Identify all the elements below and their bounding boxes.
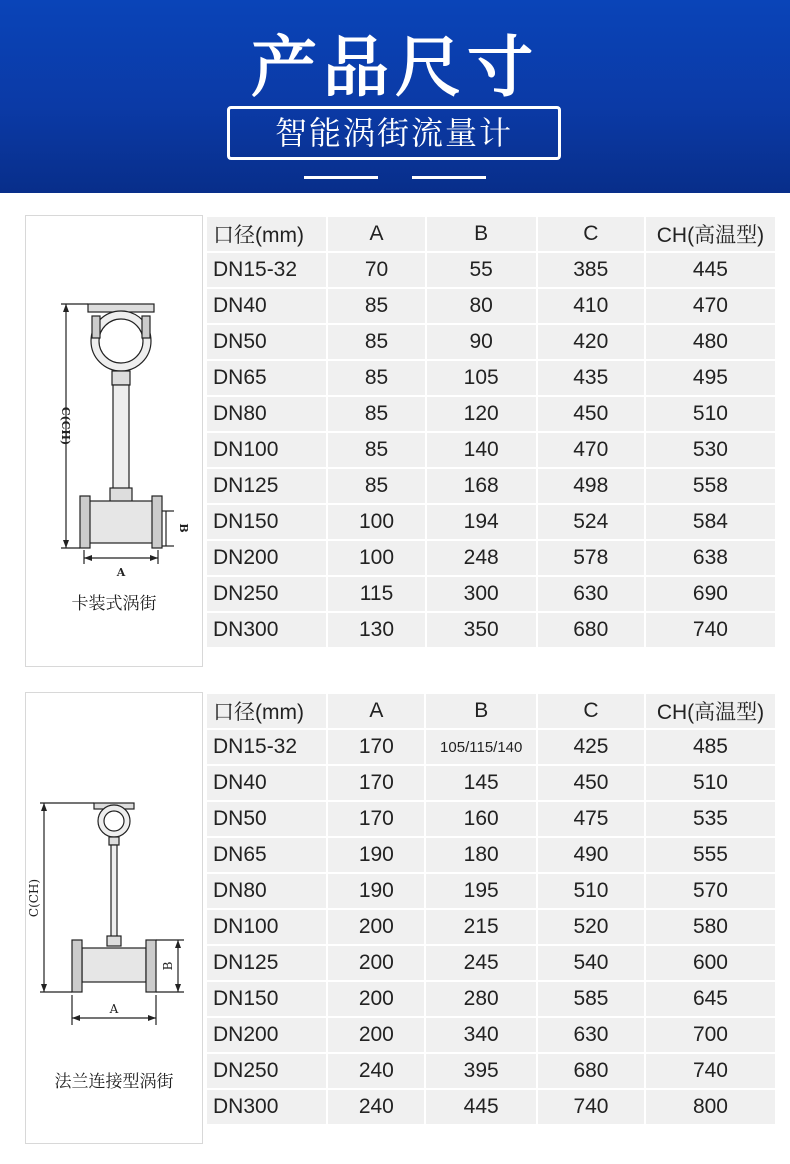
table-cell: 700 <box>646 1018 775 1052</box>
table-cell: DN300 <box>207 613 326 647</box>
table-cell: DN250 <box>207 577 326 611</box>
table-cell: 200 <box>328 910 424 944</box>
table-cell: 80 <box>427 289 536 323</box>
table-cell: 385 <box>538 253 644 287</box>
page-title: 产品尺寸 <box>251 29 539 106</box>
table-cell: 85 <box>328 325 424 359</box>
table-cell: 485 <box>646 730 775 764</box>
table-cell: 520 <box>538 910 644 944</box>
table-header-row <box>207 694 775 728</box>
table-cell: 100 <box>328 541 424 575</box>
table-cell: 450 <box>538 766 644 800</box>
table-row <box>207 577 775 611</box>
table-cell: 215 <box>426 910 536 944</box>
table-cell: 558 <box>646 469 775 503</box>
table-cell: DN15-32 <box>207 730 326 764</box>
table-cell: 240 <box>328 1054 424 1088</box>
table-cell: 800 <box>646 1090 775 1124</box>
table-cell: 495 <box>646 361 775 395</box>
table-cell: 475 <box>538 802 644 836</box>
table-row <box>207 766 775 800</box>
header-divider-left <box>304 176 378 179</box>
table-row <box>207 982 775 1016</box>
flange-dimension-c-label: C(CH) <box>27 878 41 918</box>
table-cell: 740 <box>646 1054 775 1088</box>
header-cell: A <box>328 694 424 728</box>
table-cell: 535 <box>646 802 775 836</box>
table-cell: DN40 <box>207 289 326 323</box>
table-cell: DN250 <box>207 1054 326 1088</box>
table-cell: 100 <box>328 505 424 539</box>
table-row <box>207 541 775 575</box>
clamp-meter-drawing <box>26 216 202 616</box>
table-row <box>207 1054 775 1088</box>
header-cell: 口径(mm) <box>207 217 326 251</box>
table-cell: 85 <box>328 361 424 395</box>
table-row <box>207 946 775 980</box>
table-cell: 245 <box>426 946 536 980</box>
table-cell: 195 <box>426 874 536 908</box>
table-cell: DN65 <box>207 361 326 395</box>
table-cell: 740 <box>538 1090 644 1124</box>
table-cell: DN150 <box>207 982 326 1016</box>
flange-dimension-a-label: A <box>109 1002 119 1016</box>
table-cell: 690 <box>646 577 775 611</box>
table-cell: 680 <box>538 613 644 647</box>
table-cell: 630 <box>538 577 644 611</box>
table-cell: 435 <box>538 361 644 395</box>
table-cell: 580 <box>646 910 775 944</box>
table-row <box>207 730 775 764</box>
table-cell: DN65 <box>207 838 326 872</box>
table-row <box>207 361 775 395</box>
table-row <box>207 838 775 872</box>
table-row <box>207 325 775 359</box>
table-row <box>207 910 775 944</box>
table-cell: 130 <box>328 613 424 647</box>
header-banner <box>0 0 790 193</box>
table-cell: 450 <box>538 397 644 431</box>
header-cell: B <box>427 217 536 251</box>
table-cell: 420 <box>538 325 644 359</box>
table-cell: 510 <box>646 766 775 800</box>
table-row <box>207 505 775 539</box>
table-cell: 540 <box>538 946 644 980</box>
table-cell: 85 <box>328 289 424 323</box>
table-cell: 105 <box>427 361 536 395</box>
header-cell: CH(高温型) <box>646 694 775 728</box>
table-cell: 90 <box>427 325 536 359</box>
table-cell: 300 <box>427 577 536 611</box>
table-cell: 425 <box>538 730 644 764</box>
clamp-dimensions-table <box>205 215 777 649</box>
clamp-dimension-c-label: C(CH) <box>59 406 72 446</box>
clamp-dimension-a-label: A <box>116 566 126 579</box>
table-cell: 105/115/140 <box>426 730 536 764</box>
header-cell: C <box>538 694 644 728</box>
table-cell: 578 <box>538 541 644 575</box>
table-cell: 190 <box>328 838 424 872</box>
header-divider-right <box>412 176 486 179</box>
table-cell: 248 <box>427 541 536 575</box>
clamp-type-caption: 卡装式涡街 <box>71 594 157 614</box>
table-cell: DN125 <box>207 946 326 980</box>
clamp-dimension-b-label: B <box>177 523 190 533</box>
table-cell: 470 <box>538 433 644 467</box>
table-cell: 630 <box>538 1018 644 1052</box>
flange-dimension-b-label: B <box>161 961 175 971</box>
table-cell: 115 <box>328 577 424 611</box>
table-cell: DN200 <box>207 1018 326 1052</box>
flange-meter-drawing <box>26 693 202 1053</box>
table-cell: DN50 <box>207 325 326 359</box>
table-cell: 570 <box>646 874 775 908</box>
header-cell: C <box>538 217 644 251</box>
table-cell: 470 <box>646 289 775 323</box>
table-cell: 140 <box>427 433 536 467</box>
table-cell: 490 <box>538 838 644 872</box>
table-cell: 445 <box>426 1090 536 1124</box>
table-cell: 190 <box>328 874 424 908</box>
table-cell: 120 <box>427 397 536 431</box>
table-row <box>207 802 775 836</box>
table-cell: 395 <box>426 1054 536 1088</box>
table-cell: DN150 <box>207 505 326 539</box>
table-cell: 585 <box>538 982 644 1016</box>
table-row <box>207 433 775 467</box>
table-cell: 340 <box>426 1018 536 1052</box>
table-cell: DN80 <box>207 397 326 431</box>
table-cell: 168 <box>427 469 536 503</box>
table-row <box>207 469 775 503</box>
table-cell: 160 <box>426 802 536 836</box>
table-cell: 510 <box>538 874 644 908</box>
table-cell: DN200 <box>207 541 326 575</box>
page-subtitle: 智能涡街流量计 <box>227 106 561 160</box>
table-row <box>207 289 775 323</box>
table-row <box>207 1090 775 1124</box>
table-cell: 350 <box>427 613 536 647</box>
table-cell: 638 <box>646 541 775 575</box>
table-row <box>207 874 775 908</box>
header-cell: 口径(mm) <box>207 694 326 728</box>
table-row <box>207 397 775 431</box>
table-cell: 85 <box>328 433 424 467</box>
flange-dimensions-table <box>205 692 777 1126</box>
table-cell: 584 <box>646 505 775 539</box>
table-cell: 170 <box>328 730 424 764</box>
table-cell: 200 <box>328 1018 424 1052</box>
table-cell: 600 <box>646 946 775 980</box>
header-cell: A <box>328 217 424 251</box>
table-cell: DN125 <box>207 469 326 503</box>
table-cell: 85 <box>328 397 424 431</box>
table-cell: 85 <box>328 469 424 503</box>
table-cell: 170 <box>328 802 424 836</box>
table-row <box>207 613 775 647</box>
table-cell: 680 <box>538 1054 644 1088</box>
table-cell: 145 <box>426 766 536 800</box>
table-cell: 498 <box>538 469 644 503</box>
table-cell: 524 <box>538 505 644 539</box>
table-cell: DN15-32 <box>207 253 326 287</box>
table-cell: 530 <box>646 433 775 467</box>
table-cell: 480 <box>646 325 775 359</box>
table-cell: 510 <box>646 397 775 431</box>
header-cell: B <box>426 694 536 728</box>
table-cell: DN300 <box>207 1090 326 1124</box>
table-cell: DN100 <box>207 910 326 944</box>
table-cell: 200 <box>328 982 424 1016</box>
table-cell: 70 <box>328 253 424 287</box>
table-cell: 280 <box>426 982 536 1016</box>
table-cell: 200 <box>328 946 424 980</box>
table-cell: DN40 <box>207 766 326 800</box>
header-cell: CH(高温型) <box>646 217 775 251</box>
table-header-row <box>207 217 775 251</box>
table-cell: DN50 <box>207 802 326 836</box>
table-cell: 170 <box>328 766 424 800</box>
table-row <box>207 1018 775 1052</box>
table-cell: 194 <box>427 505 536 539</box>
table-cell: 410 <box>538 289 644 323</box>
table-cell: 740 <box>646 613 775 647</box>
table-cell: 180 <box>426 838 536 872</box>
table-cell: 240 <box>328 1090 424 1124</box>
table-row <box>207 253 775 287</box>
flange-type-caption: 法兰连接型涡街 <box>54 1072 174 1092</box>
table-cell: DN100 <box>207 433 326 467</box>
table-cell: 645 <box>646 982 775 1016</box>
table-cell: DN80 <box>207 874 326 908</box>
table-cell: 445 <box>646 253 775 287</box>
table-cell: 55 <box>427 253 536 287</box>
table-cell: 555 <box>646 838 775 872</box>
